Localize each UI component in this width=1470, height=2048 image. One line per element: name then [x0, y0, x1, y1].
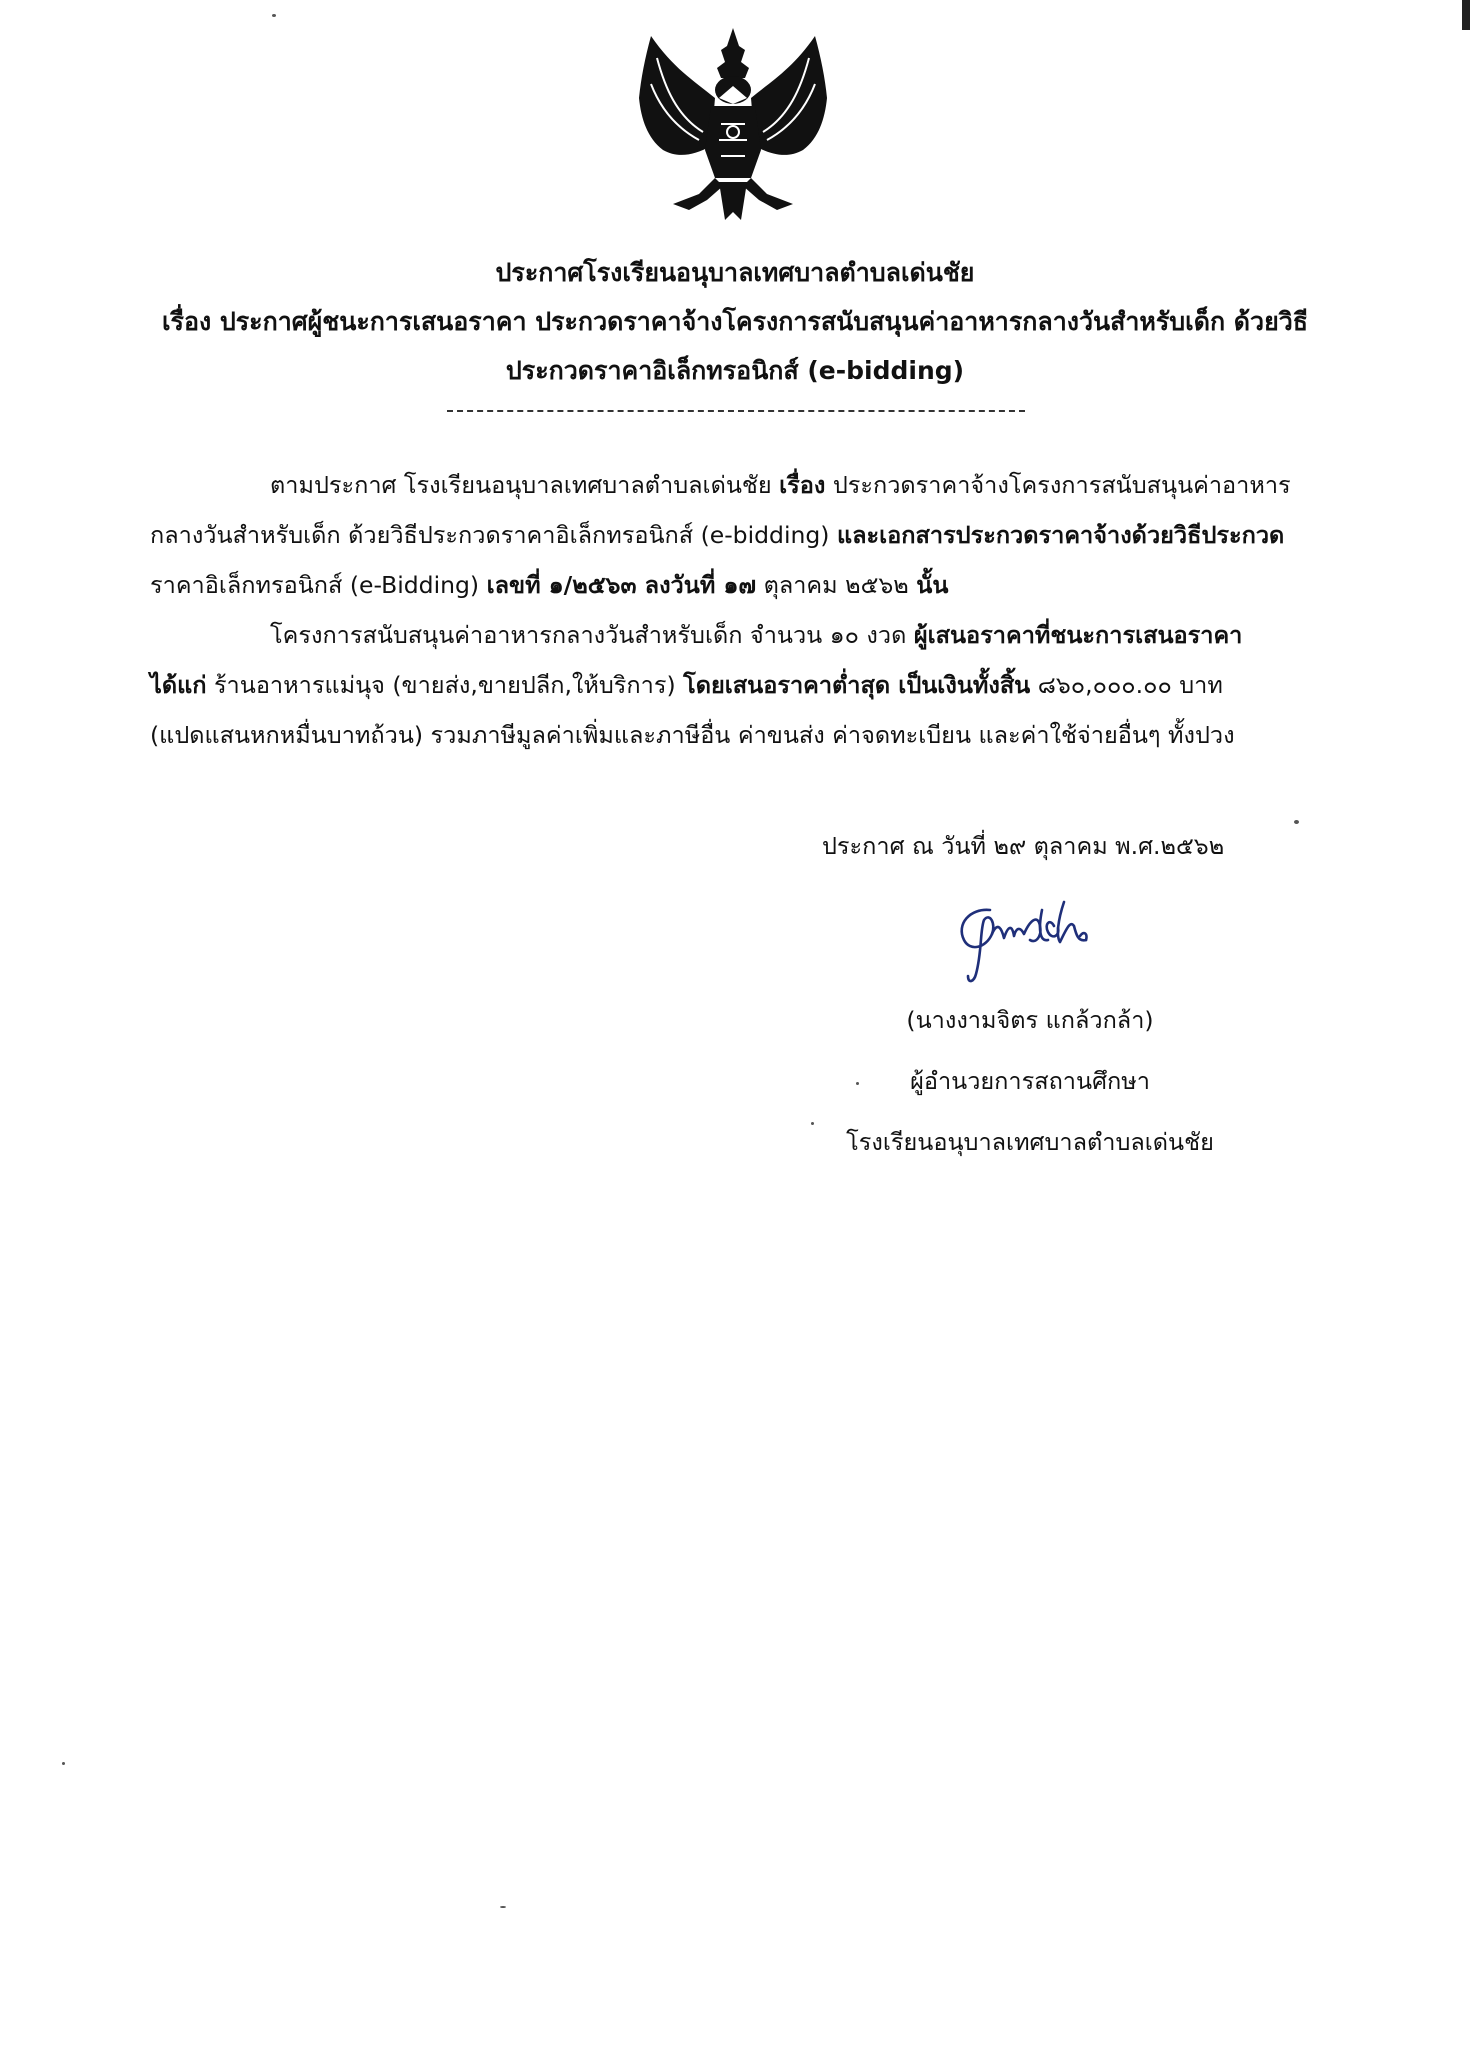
- signer-name: (นางงามจิตร แกล้วกล้า): [906, 1006, 1154, 1034]
- text: ราคาอิเล็กทรอนิกส์ (e-Bidding): [150, 571, 487, 599]
- paragraph-1-line-2: [150, 510, 1300, 560]
- scan-speck: [500, 1906, 506, 1908]
- text-bold: เรื่อง: [779, 471, 826, 499]
- scan-speck: [1294, 820, 1299, 824]
- announcement-title: [140, 248, 1330, 395]
- paragraph-2-line-1: [150, 610, 1300, 660]
- text-bold: ผู้เสนอราคาที่ชนะการเสนอราคา: [913, 621, 1243, 649]
- scan-speck: [62, 1762, 65, 1765]
- text: ร้านอาหารแม่นุจ (ขายส่ง,ขายปลีก,ให้บริการ): [206, 671, 684, 699]
- title-line-2: เรื่อง ประกาศผู้ชนะการเสนอราคา ประกวดราคาจ้างโครงการสนับสนุนค่าอาหารกลางวันสำหรับเด็ก ด้วยวิธี: [161, 307, 1309, 336]
- scan-speck: [272, 14, 276, 17]
- paragraph-2-line-3: (แปดแสนหกหมื่นบาทถ้วน) รวมภาษีมูลค่าเพิ่มและภาษีอื่น ค่าขนส่ง ค่าจดทะเบียน และค่าใช้จ่ายอื่นๆ ทั้งปวง: [150, 721, 1235, 749]
- scan-speck: [811, 1122, 814, 1125]
- paragraph-1-line-1: [150, 460, 1300, 510]
- handwritten-signature: [946, 890, 1116, 990]
- text: กลางวันสำหรับเด็ก ด้วยวิธีประกวดราคาอิเล็กทรอนิกส์ (e-bidding): [150, 521, 837, 549]
- text-bold: เลขที่ ๑/๒๕๖๓ ลงวันที่ ๑๗: [486, 571, 757, 599]
- text: ตุลาคม ๒๕๖๒: [756, 571, 917, 599]
- announce-date: ประกาศ ณ วันที่ ๒๙ ตุลาคม พ.ศ.๒๕๖๒: [822, 832, 1225, 860]
- text-bold: โดยเสนอราคาต่ำสุด เป็นเงินทั้งสิ้น: [683, 671, 1031, 699]
- paragraph-2-line-2: [150, 660, 1300, 710]
- text-bold: และเอกสารประกวดราคาจ้างด้วยวิธีประกวด: [836, 521, 1285, 549]
- scan-speck: [856, 1082, 859, 1085]
- title-divider: [447, 410, 1025, 412]
- signer-position: ผู้อำนวยการสถานศึกษา: [910, 1067, 1150, 1095]
- signer-organization: โรงเรียนอนุบาลเทศบาลตำบลเด่นชัย: [846, 1128, 1214, 1156]
- text-bold: ได้แก่: [150, 671, 207, 699]
- text: ตามประกาศ โรงเรียนอนุบาลเทศบาลตำบลเด่นชัย: [270, 471, 780, 499]
- text-bold: นั้น: [916, 571, 949, 599]
- title-line-1: ประกาศโรงเรียนอนุบาลเทศบาลตำบลเด่นชัย: [495, 258, 975, 287]
- text: โครงการสนับสนุนค่าอาหารกลางวันสำหรับเด็ก จำนวน ๑๐ งวด: [270, 621, 914, 649]
- paragraph-1-line-3: [150, 560, 1300, 610]
- scan-edge: [1462, 0, 1470, 30]
- text: ประกวดราคาจ้างโครงการสนับสนุนค่าอาหาร: [825, 471, 1291, 499]
- text: ๘๖๐,๐๐๐.๐๐ บาท: [1030, 671, 1223, 699]
- announcement-body: [150, 460, 1300, 760]
- garuda-emblem-icon: [633, 28, 833, 224]
- title-line-3: ประกวดราคาอิเล็กทรอนิกส์ (e-bidding): [505, 356, 965, 385]
- signature-block: [820, 990, 1240, 1173]
